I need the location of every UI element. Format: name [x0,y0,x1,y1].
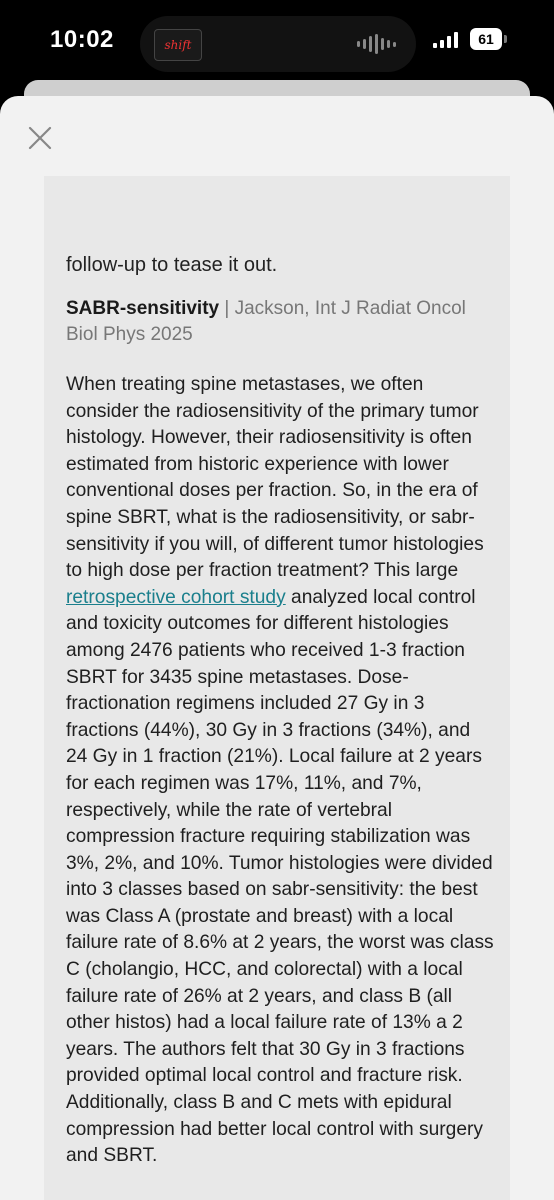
status-time: 10:02 [50,26,114,53]
battery-icon: 61 [470,28,502,50]
modal-sheet [0,96,554,1200]
title-separator: | [219,298,235,319]
body-text-part1: When treating spine metastases, we often consider the radiosensitivity of the primary tumor histology. However, their radiosensitivity is often estimated from historic experience with lower conventional doses per fraction. So, in the era of spine SBRT, what is the radiosensitivity, or sabr-sensitivity if you will, of different tumor histologies to high dose per fraction treatment? This large [66,374,484,582]
entry-title: SABR-sensitivity [66,298,220,319]
body-text-part2: analyzed local control and toxicity outcomes for different histologies among 2476 patients who received 1-3 fraction SBRT for 3435 spine metastases. Dose-fractionation regimens included 27 Gy in 3 fractions (44%), 30 Gy in 3 fractions (34%), and 24 Gy in 1 fraction (21%). Local failure at 2 years for each regimen was 17%, 11%, and 7%, respectively, while the rate of vertebral compression fracture requiring stabilization was 3%, 2%, and 10%. Tumor histologies were divided into 3 classes based on sabr-sensitivity: the best was Class A (prostate and breast) with a local failure rate of 8.6% at 2 years, the worst was class C (cholangio, HCC, and colorectal) with a local failure rate of 26% at 2 years, and class B (all other histos) had a local failure rate of 13% a 2 years. The authors felt that 30 Gy in 3 fractions provided optimal local control and fracture risk. Additionally, class B and C mets with epidural compression had better local control with surgery and SBRT. [66,586,494,1167]
cellular-signal-icon [433,32,458,48]
close-button[interactable] [20,118,60,158]
audio-waveform-icon [357,34,396,54]
battery-tip [504,35,507,43]
entry-citation: Jackson, Int J Radiat Oncol Biol Phys 2025 [66,298,466,345]
entry-header [66,296,496,348]
article-card [44,176,510,1200]
island-app-icon: shift [154,29,202,61]
entry-body [66,372,496,1170]
dynamic-island[interactable] [140,16,416,72]
status-bar [0,0,554,86]
truncated-text: follow-up to tease it out. [66,254,278,276]
close-icon [20,118,60,158]
study-link[interactable]: retrospective cohort study [66,586,286,608]
